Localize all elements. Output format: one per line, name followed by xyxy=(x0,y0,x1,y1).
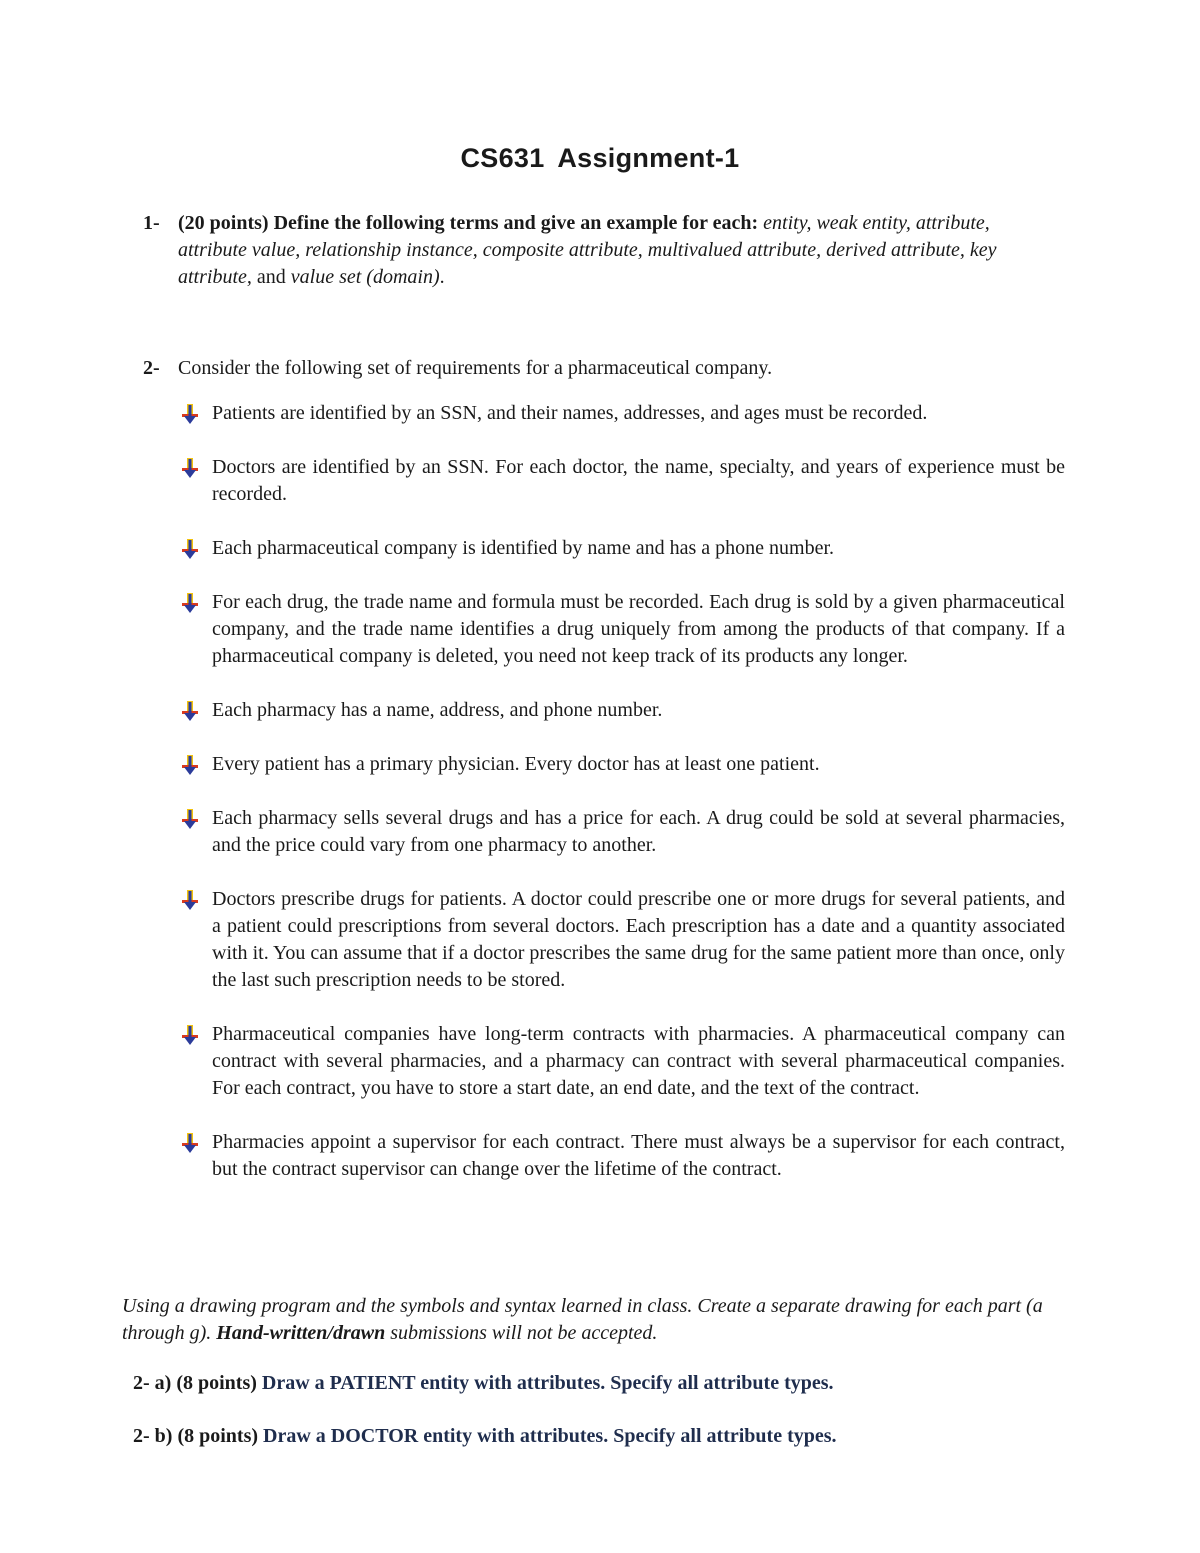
requirement-text: Every patient has a primary physician. Every doctor has at least one patient. xyxy=(212,753,820,775)
question-1-end: . xyxy=(439,266,445,288)
arrow-down-bullet-icon xyxy=(180,889,200,911)
requirement-item xyxy=(180,535,1065,562)
question-1-lead: (20 points) Define the following terms and give an example for each: xyxy=(178,212,759,234)
requirement-item xyxy=(180,454,1065,508)
part-b-points: (8 points) xyxy=(177,1425,259,1447)
requirement-text: Each pharmacy sells several drugs and has a price for each. A drug could be sold at several pharmacies, and the price could vary from one pharmacy to another. xyxy=(212,807,1065,856)
arrow-down-bullet-icon xyxy=(180,754,200,776)
requirement-item xyxy=(180,751,1065,778)
requirement-text: Pharmacies appoint a supervisor for each contract. There must always be a supervisor for each contract, but the contract supervisor can change over the lifetime of the contract. xyxy=(212,1131,1065,1180)
question-1-text xyxy=(178,210,1063,291)
arrow-down-bullet-icon xyxy=(180,808,200,830)
arrow-down-bullet-icon xyxy=(180,1132,200,1154)
question-2-intro: Consider the following set of requirements for a pharmaceutical company. xyxy=(178,357,773,379)
arrow-down-bullet-icon xyxy=(180,457,200,479)
instructions-text-end: submissions will not be accepted. xyxy=(390,1322,658,1344)
arrow-down-bullet-icon xyxy=(180,538,200,560)
requirement-item xyxy=(180,697,1065,724)
question-1-and: and xyxy=(256,266,286,288)
question-2 xyxy=(143,355,1063,382)
part-a-text: Draw a PATIENT entity with attributes. Specify all attribute types. xyxy=(261,1372,834,1394)
part-b-text: Draw a DOCTOR entity with attributes. Specify all attribute types. xyxy=(263,1425,837,1447)
question-1-number: 1- xyxy=(143,212,160,234)
requirement-text: For each drug, the trade name and formula must be recorded. Each drug is sold by a given pharmaceutical company, and the trade name identifies a drug uniquely from among the products of that company. If a pharmaceutical company is deleted, you need not keep track of its products any longer. xyxy=(212,591,1065,667)
part-b xyxy=(133,1423,1063,1450)
requirement-item xyxy=(180,805,1065,859)
requirements-list xyxy=(180,400,1065,1210)
instructions-emphasis: Hand-written/drawn xyxy=(216,1322,386,1344)
part-b-label: 2- b) xyxy=(133,1425,173,1447)
question-1-value-set: value set (domain) xyxy=(290,266,440,288)
requirement-item xyxy=(180,1021,1065,1102)
requirement-text: Doctors are identified by an SSN. For each doctor, the name, specialty, and years of experience must be recorded. xyxy=(212,456,1065,505)
part-a xyxy=(133,1370,1063,1397)
question-1 xyxy=(143,210,1063,291)
requirement-text: Patients are identified by an SSN, and their names, addresses, and ages must be recorded. xyxy=(212,402,928,424)
requirement-text: Each pharmaceutical company is identified by name and has a phone number. xyxy=(212,537,835,559)
arrow-down-bullet-icon xyxy=(180,592,200,614)
requirement-item xyxy=(180,589,1065,670)
instructions xyxy=(122,1293,1067,1347)
part-a-points: (8 points) xyxy=(176,1372,257,1394)
requirement-text: Each pharmacy has a name, address, and phone number. xyxy=(212,699,663,721)
requirement-item xyxy=(180,1129,1065,1183)
page-title: CS631 Assignment-1 xyxy=(460,143,740,173)
question-2-number: 2- xyxy=(143,357,160,379)
requirement-item xyxy=(180,886,1065,994)
requirement-text: Doctors prescribe drugs for patients. A doctor could prescribe one or more drugs for several patients, and a patient could prescriptions from several doctors. Each prescription has a date and a quantity associated with it. You can assume that if a doctor prescribes the same drug for the same patient more than once, only the last such prescription needs to be stored. xyxy=(212,888,1065,991)
requirement-text: Pharmaceutical companies have long-term contracts with pharmacies. A pharmaceutical company can contract with several pharmacies, and a pharmacy can contract with several pharmaceutical companies. For each contract, you have to store a start date, an end date, and the text of the contract. xyxy=(212,1023,1065,1099)
instructions-text: Using a drawing program and the symbols and syntax learned in class. Create a separate drawing for each part (a through g). xyxy=(122,1295,1043,1344)
arrow-down-bullet-icon xyxy=(180,700,200,722)
requirement-item xyxy=(180,400,1065,427)
arrow-down-bullet-icon xyxy=(180,1024,200,1046)
question-1-terms: entity, weak entity, attribute, attribute value, relationship instance, composite attribute, multivalued attribute, derived attribute, key attribute, xyxy=(178,212,997,288)
part-a-label: 2- a) xyxy=(133,1372,172,1394)
arrow-down-bullet-icon xyxy=(180,403,200,425)
